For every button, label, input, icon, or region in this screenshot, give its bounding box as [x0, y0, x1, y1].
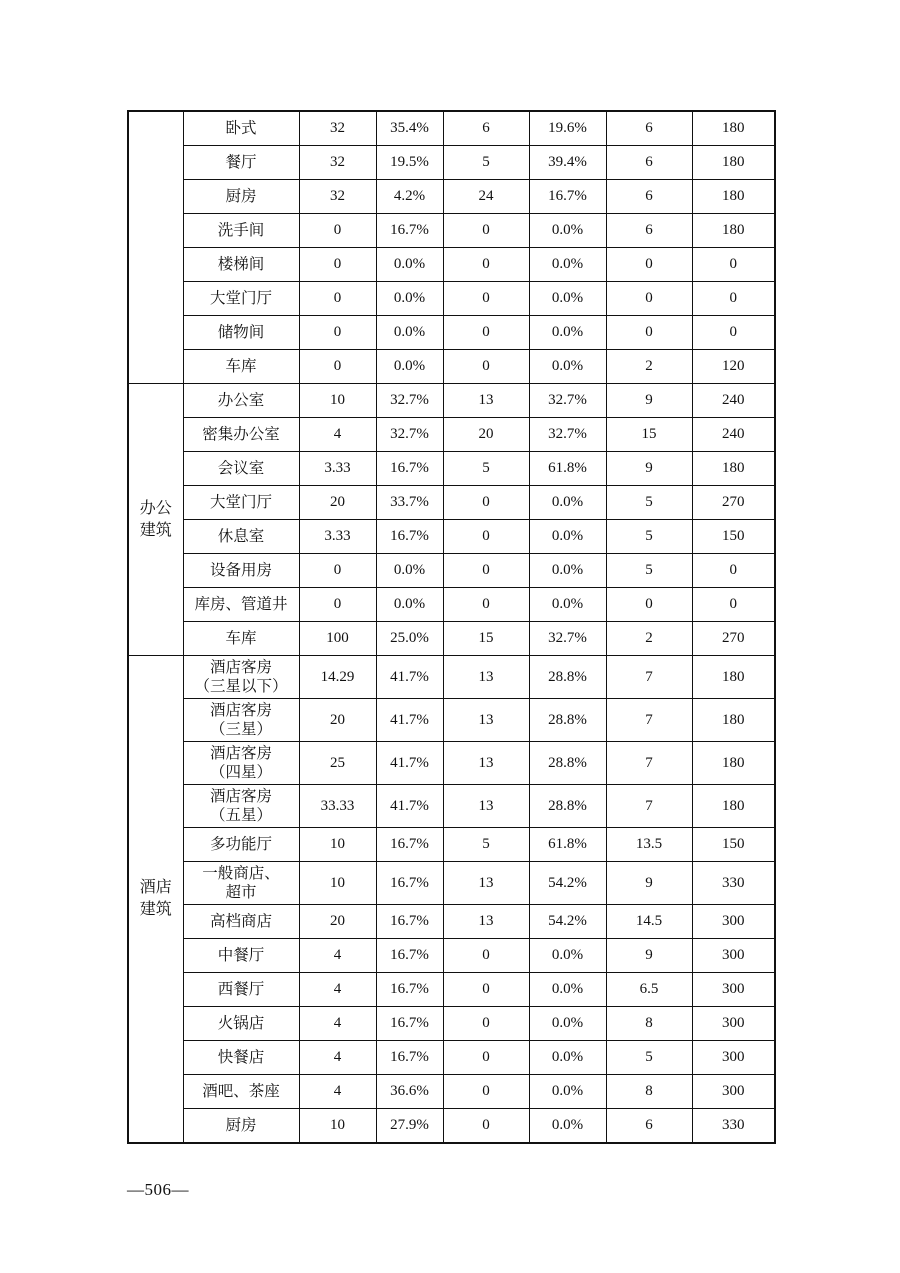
table-row: [128, 418, 775, 452]
value-col-3: 0: [443, 350, 529, 384]
building-type-line-1: 办公: [139, 499, 172, 517]
table-row: [128, 622, 775, 656]
table-row: [128, 656, 775, 699]
value-col-1: 4: [299, 1075, 376, 1109]
value-col-6: 150: [692, 828, 775, 862]
table-row: [128, 214, 775, 248]
value-col-4: 0.0%: [529, 554, 606, 588]
value-col-2: 16.7%: [376, 214, 443, 248]
value-col-4: 28.8%: [529, 656, 606, 699]
table-row: [128, 939, 775, 973]
value-col-1: 0: [299, 248, 376, 282]
value-col-5: 9: [606, 384, 692, 418]
table-row: [128, 282, 775, 316]
value-col-1: 32: [299, 111, 376, 146]
value-col-2: 0.0%: [376, 248, 443, 282]
value-col-6: 300: [692, 939, 775, 973]
value-col-6: 300: [692, 1075, 775, 1109]
value-col-5: 15: [606, 418, 692, 452]
table-row: [128, 350, 775, 384]
value-col-3: 5: [443, 146, 529, 180]
value-col-3: 13: [443, 785, 529, 828]
value-col-5: 8: [606, 1007, 692, 1041]
value-col-4: 0.0%: [529, 1075, 606, 1109]
value-col-6: 300: [692, 1041, 775, 1075]
table-row: [128, 554, 775, 588]
value-col-2: 32.7%: [376, 384, 443, 418]
value-col-4: 0.0%: [529, 1109, 606, 1144]
room-type-cell: 大堂门厅: [183, 282, 299, 316]
room-type-line-2: （三星）: [209, 721, 272, 738]
value-col-2: 41.7%: [376, 742, 443, 785]
value-col-5: 8: [606, 1075, 692, 1109]
room-type-line-2: 超市: [225, 884, 257, 901]
value-col-6: 0: [692, 248, 775, 282]
value-col-1: 0: [299, 350, 376, 384]
room-type-line-2: （四星）: [209, 764, 272, 781]
value-col-3: 0: [443, 282, 529, 316]
value-col-4: 28.8%: [529, 785, 606, 828]
value-col-2: 16.7%: [376, 828, 443, 862]
value-col-5: 6.5: [606, 973, 692, 1007]
value-col-6: 180: [692, 699, 775, 742]
value-col-1: 100: [299, 622, 376, 656]
building-type-cell: [128, 384, 183, 656]
table-row: [128, 316, 775, 350]
value-col-3: 0: [443, 973, 529, 1007]
value-col-5: 5: [606, 554, 692, 588]
room-type-cell: 火锅店: [183, 1007, 299, 1041]
table-row: [128, 1007, 775, 1041]
value-col-4: 28.8%: [529, 742, 606, 785]
value-col-6: 0: [692, 588, 775, 622]
value-col-1: 10: [299, 862, 376, 905]
value-col-6: 330: [692, 1109, 775, 1144]
building-type-line-1: 酒店: [139, 879, 172, 896]
room-type-cell: 会议室: [183, 452, 299, 486]
value-col-2: 4.2%: [376, 180, 443, 214]
room-type-line-2: （三星以下）: [194, 678, 288, 695]
value-col-6: 270: [692, 486, 775, 520]
value-col-2: 0.0%: [376, 554, 443, 588]
value-col-6: 180: [692, 452, 775, 486]
value-col-2: 0.0%: [376, 350, 443, 384]
value-col-2: 33.7%: [376, 486, 443, 520]
room-type-cell: [183, 699, 299, 742]
value-col-4: 61.8%: [529, 452, 606, 486]
value-col-4: 0.0%: [529, 1041, 606, 1075]
room-type-cell: [183, 785, 299, 828]
value-col-2: 41.7%: [376, 656, 443, 699]
value-col-5: 6: [606, 111, 692, 146]
room-type-cell: 餐厅: [183, 146, 299, 180]
value-col-5: 5: [606, 1041, 692, 1075]
value-col-3: 0: [443, 486, 529, 520]
value-col-1: 20: [299, 486, 376, 520]
value-col-1: 20: [299, 699, 376, 742]
value-col-3: 0: [443, 1075, 529, 1109]
value-col-3: 0: [443, 248, 529, 282]
value-col-2: 16.7%: [376, 905, 443, 939]
value-col-6: 0: [692, 554, 775, 588]
value-col-6: 330: [692, 862, 775, 905]
table-row: [128, 742, 775, 785]
table-row: [128, 973, 775, 1007]
value-col-3: 6: [443, 111, 529, 146]
table-row: [128, 588, 775, 622]
value-col-3: 0: [443, 554, 529, 588]
value-col-6: 0: [692, 282, 775, 316]
table-body: [128, 111, 775, 1143]
page-number: —506—: [127, 1180, 189, 1199]
value-col-3: 13: [443, 905, 529, 939]
table-row: [128, 111, 775, 146]
value-col-4: 54.2%: [529, 905, 606, 939]
value-col-5: 7: [606, 699, 692, 742]
value-col-1: 0: [299, 316, 376, 350]
room-type-cell: 库房、管道井: [183, 588, 299, 622]
table-row: [128, 1075, 775, 1109]
value-col-4: 0.0%: [529, 316, 606, 350]
room-type-cell: [183, 742, 299, 785]
table-row: [128, 180, 775, 214]
room-type-cell: 卧式: [183, 111, 299, 146]
value-col-6: 150: [692, 520, 775, 554]
value-col-6: 300: [692, 905, 775, 939]
value-col-1: 4: [299, 1041, 376, 1075]
value-col-1: 3.33: [299, 520, 376, 554]
value-col-5: 9: [606, 862, 692, 905]
value-col-4: 28.8%: [529, 699, 606, 742]
value-col-2: 32.7%: [376, 418, 443, 452]
room-type-cell: 密集办公室: [183, 418, 299, 452]
value-col-6: 180: [692, 742, 775, 785]
room-type-cell: 车库: [183, 350, 299, 384]
value-col-2: 16.7%: [376, 452, 443, 486]
value-col-6: 300: [692, 1007, 775, 1041]
building-type-line-2: 建筑: [139, 901, 172, 918]
value-col-1: 4: [299, 973, 376, 1007]
value-col-3: 5: [443, 828, 529, 862]
room-type-line-1: 酒店客房: [209, 745, 272, 762]
table-row: [128, 905, 775, 939]
value-col-3: 0: [443, 214, 529, 248]
value-col-5: 13.5: [606, 828, 692, 862]
room-type-line-1: 酒店客房: [209, 702, 272, 719]
value-col-5: 14.5: [606, 905, 692, 939]
value-col-3: 0: [443, 939, 529, 973]
value-col-3: 13: [443, 862, 529, 905]
value-col-4: 0.0%: [529, 588, 606, 622]
value-col-4: 0.0%: [529, 214, 606, 248]
value-col-5: 5: [606, 520, 692, 554]
room-type-cell: 厨房: [183, 180, 299, 214]
value-col-6: 120: [692, 350, 775, 384]
value-col-2: 16.7%: [376, 1041, 443, 1075]
value-col-6: 0: [692, 316, 775, 350]
value-col-5: 2: [606, 622, 692, 656]
value-col-6: 180: [692, 180, 775, 214]
table-row: [128, 384, 775, 418]
table-row: [128, 452, 775, 486]
value-col-2: 16.7%: [376, 520, 443, 554]
value-col-1: 10: [299, 1109, 376, 1144]
value-col-3: 0: [443, 1041, 529, 1075]
value-col-5: 7: [606, 742, 692, 785]
value-col-1: 32: [299, 146, 376, 180]
value-col-4: 0.0%: [529, 350, 606, 384]
value-col-5: 0: [606, 316, 692, 350]
room-type-cell: [183, 656, 299, 699]
value-col-4: 54.2%: [529, 862, 606, 905]
value-col-5: 0: [606, 248, 692, 282]
value-col-1: 32: [299, 180, 376, 214]
value-col-1: 14.29: [299, 656, 376, 699]
value-col-3: 5: [443, 452, 529, 486]
room-type-cell: 车库: [183, 622, 299, 656]
value-col-1: 3.33: [299, 452, 376, 486]
value-col-4: 16.7%: [529, 180, 606, 214]
room-type-line-1: 酒店客房: [209, 788, 272, 805]
room-type-line-1: 酒店客房: [209, 659, 272, 676]
value-col-4: 0.0%: [529, 973, 606, 1007]
value-col-1: 25: [299, 742, 376, 785]
value-col-2: 0.0%: [376, 316, 443, 350]
room-type-cell: 设备用房: [183, 554, 299, 588]
room-type-line-2: （五星）: [209, 807, 272, 824]
room-type-cell: 高档商店: [183, 905, 299, 939]
value-col-5: 6: [606, 146, 692, 180]
value-col-5: 7: [606, 656, 692, 699]
value-col-6: 180: [692, 214, 775, 248]
value-col-2: 0.0%: [376, 588, 443, 622]
value-col-2: 41.7%: [376, 785, 443, 828]
table-row: [128, 146, 775, 180]
value-col-3: 13: [443, 384, 529, 418]
value-col-1: 0: [299, 282, 376, 316]
value-col-3: 0: [443, 1109, 529, 1144]
value-col-4: 0.0%: [529, 520, 606, 554]
building-type-cell: [128, 656, 183, 1144]
value-col-2: 41.7%: [376, 699, 443, 742]
room-type-cell: 中餐厅: [183, 939, 299, 973]
value-col-4: 0.0%: [529, 939, 606, 973]
room-type-cell: 西餐厅: [183, 973, 299, 1007]
value-col-4: 19.6%: [529, 111, 606, 146]
building-type-line-2: 建筑: [139, 521, 172, 539]
value-col-6: 180: [692, 656, 775, 699]
value-col-1: 0: [299, 214, 376, 248]
table-row: [128, 1041, 775, 1075]
value-col-2: 0.0%: [376, 282, 443, 316]
table-row: [128, 699, 775, 742]
table-row: [128, 785, 775, 828]
value-col-2: 16.7%: [376, 939, 443, 973]
value-col-6: 300: [692, 973, 775, 1007]
room-type-cell: 大堂门厅: [183, 486, 299, 520]
energy-parameter-table: [127, 110, 776, 1144]
value-col-1: 0: [299, 588, 376, 622]
room-type-cell: 楼梯间: [183, 248, 299, 282]
value-col-1: 4: [299, 1007, 376, 1041]
room-type-cell: 多功能厅: [183, 828, 299, 862]
value-col-2: 27.9%: [376, 1109, 443, 1144]
value-col-3: 15: [443, 622, 529, 656]
value-col-3: 13: [443, 699, 529, 742]
value-col-4: 0.0%: [529, 282, 606, 316]
value-col-3: 0: [443, 1007, 529, 1041]
table-row: [128, 862, 775, 905]
value-col-1: 20: [299, 905, 376, 939]
value-col-5: 9: [606, 452, 692, 486]
value-col-1: 0: [299, 554, 376, 588]
building-type-cell: [128, 111, 183, 384]
value-col-6: 180: [692, 146, 775, 180]
table-row: [128, 248, 775, 282]
value-col-1: 33.33: [299, 785, 376, 828]
value-col-3: 13: [443, 656, 529, 699]
value-col-3: 0: [443, 588, 529, 622]
table-row: [128, 520, 775, 554]
value-col-2: 16.7%: [376, 973, 443, 1007]
value-col-2: 19.5%: [376, 146, 443, 180]
value-col-5: 9: [606, 939, 692, 973]
value-col-1: 4: [299, 939, 376, 973]
value-col-2: 25.0%: [376, 622, 443, 656]
value-col-5: 6: [606, 1109, 692, 1144]
value-col-3: 0: [443, 520, 529, 554]
room-type-cell: 办公室: [183, 384, 299, 418]
room-type-cell: 休息室: [183, 520, 299, 554]
value-col-2: 35.4%: [376, 111, 443, 146]
value-col-5: 6: [606, 214, 692, 248]
value-col-4: 32.7%: [529, 418, 606, 452]
value-col-4: 61.8%: [529, 828, 606, 862]
value-col-6: 240: [692, 384, 775, 418]
room-type-cell: [183, 862, 299, 905]
value-col-5: 2: [606, 350, 692, 384]
value-col-5: 7: [606, 785, 692, 828]
value-col-2: 16.7%: [376, 862, 443, 905]
value-col-2: 36.6%: [376, 1075, 443, 1109]
room-type-cell: 厨房: [183, 1109, 299, 1144]
value-col-3: 0: [443, 316, 529, 350]
value-col-3: 13: [443, 742, 529, 785]
room-type-line-1: 一般商店、: [202, 865, 280, 882]
value-col-6: 240: [692, 418, 775, 452]
room-type-cell: 酒吧、茶座: [183, 1075, 299, 1109]
value-col-6: 180: [692, 111, 775, 146]
value-col-6: 270: [692, 622, 775, 656]
value-col-1: 10: [299, 384, 376, 418]
value-col-4: 0.0%: [529, 486, 606, 520]
table-row: [128, 1109, 775, 1144]
value-col-2: 16.7%: [376, 1007, 443, 1041]
value-col-4: 39.4%: [529, 146, 606, 180]
value-col-5: 6: [606, 180, 692, 214]
value-col-1: 10: [299, 828, 376, 862]
room-type-cell: 储物间: [183, 316, 299, 350]
value-col-1: 4: [299, 418, 376, 452]
room-type-cell: 洗手间: [183, 214, 299, 248]
value-col-3: 24: [443, 180, 529, 214]
value-col-5: 0: [606, 588, 692, 622]
table-row: [128, 486, 775, 520]
value-col-3: 20: [443, 418, 529, 452]
value-col-4: 0.0%: [529, 248, 606, 282]
table-row: [128, 828, 775, 862]
value-col-4: 0.0%: [529, 1007, 606, 1041]
value-col-4: 32.7%: [529, 622, 606, 656]
value-col-6: 180: [692, 785, 775, 828]
room-type-cell: 快餐店: [183, 1041, 299, 1075]
value-col-5: 0: [606, 282, 692, 316]
value-col-5: 5: [606, 486, 692, 520]
value-col-4: 32.7%: [529, 384, 606, 418]
